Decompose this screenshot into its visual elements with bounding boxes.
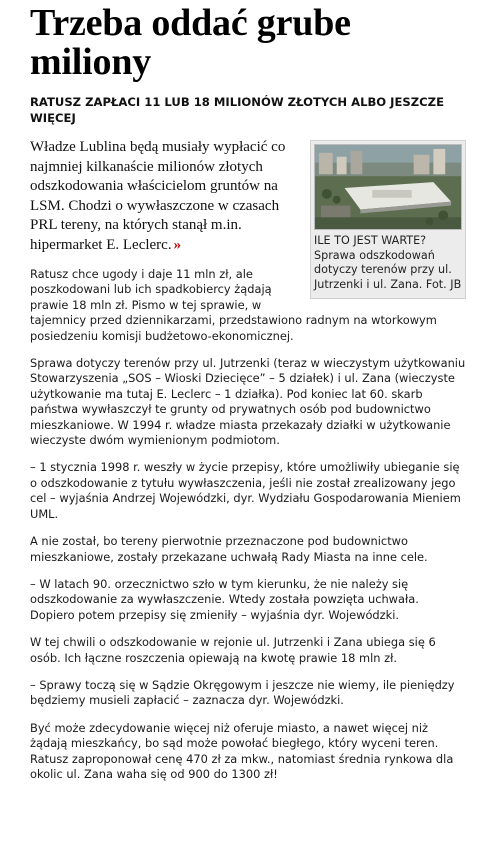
article-paragraph: Sprawa dotyczy terenów przy ul. Jutrzenki (teraz w wieczystym użytkowaniu Stowarzyszenia „SOS – Wioski Dziecięce” – 5 działek) i ul. Zana (wieczyste użytkowanie ma tutaj E. Leclerc – 1 działka). Pod koniec lat 60. skarb państwa wywłaszczył te grunty od prywatnych osób pod budownictwo mieszkaniowe. W 1994 r. władze miasta przekazały działki w użytkowanie wieczyste dwóm wymienionym podmiotom. <box>30 356 466 448</box>
photo-box <box>310 140 466 299</box>
article-paragraph: A nie został, bo tereny pierwotnie przeznaczone pod budownictwo mieszkaniowe, zostały przekazane uchwałą Rady Miasta na inne cele. <box>30 534 428 564</box>
article-paragraph: – W latach 90. orzecznictwo szło w tym kierunku, że nie należy się odszkodowanie za wywłaszczenie. Wtedy została powzięta uchwała. Dopiero potem przepisy się zmieniły – wyjaśnia dyr. Wojewódzki. <box>30 576 419 622</box>
lead-arrow[interactable]: » <box>173 236 182 253</box>
aerial-photo[interactable] <box>314 144 462 230</box>
article-headline: Trzeba oddać grube miliony <box>30 2 351 83</box>
photo-caption: ILE TO JEST WARTE? Sprawa odszkodowań dotyczy terenów przy ul. Jutrzenki i ul. Zana. Fot. JB <box>314 234 462 291</box>
article-subhead: RATUSZ ZAPŁACI 11 LUB 18 MILIONÓW ZŁOTYCH ALBO JESZCZE WIĘCEJ <box>30 95 445 125</box>
article-paragraph: – Sprawy toczą się w Sądzie Okręgowym i jeszcze nie wiemy, ile pieniędzy będziemy musieli zapłacić – zaznacza dyr. Wojewódzki. <box>30 677 455 708</box>
article-paragraph: – 1 stycznia 1998 r. weszły w życie przepisy, które umożliwiły ubieganie się o odszkodowanie z tytułu wywłaszczenia, jeśli nie został zrealizowany jego cel – wyjaśnia Andrzej Wojewódzki, dyr. Wydziału Gospodarowania Mieniem UML. <box>30 460 461 521</box>
article-paragraph: W tej chwili o odszkodowanie w rejonie ul. Jutrzenki i Zana ubiega się 6 osób. Ich łączne roszczenia opiewają na kwotę prawie 18 mln zł. <box>30 635 436 665</box>
article-paragraph: Być może zdecydowanie więcej niż oferuje miasto, a nawet więcej niż żądają mieszkańcy, bo sąd może powołać biegłego, który wyceni teren. Ratusz zaproponował cenę 470 zł za mkw., natomiast średnia rynkowa dla okolic ul. Zana waha się od 900 do 1300 zł! <box>30 720 454 781</box>
lead-text: Władze Lublina będą musiały wypłacić co najmniej kilkanaście milionów złotych odszkodowania właścicielom gruntów na LSM. Chodzi o wywłaszczone w czasach PRL tereny, na których stanął m.in. hipermarket E. Leclerc. <box>30 139 286 253</box>
lead-section <box>30 138 466 344</box>
article-paragraph: Ratusz chce ugody i daje 11 mln zł, ale poszkodowani lub ich spadkobiercy żądają prawie 18 mln zł. Pismo w tej sprawie, w tajemnicy przed dziennikarzami, przedstawiono radnym na wtorkowym posiedzeniu komisji budżetowo-ekonomicznej. <box>30 267 437 343</box>
